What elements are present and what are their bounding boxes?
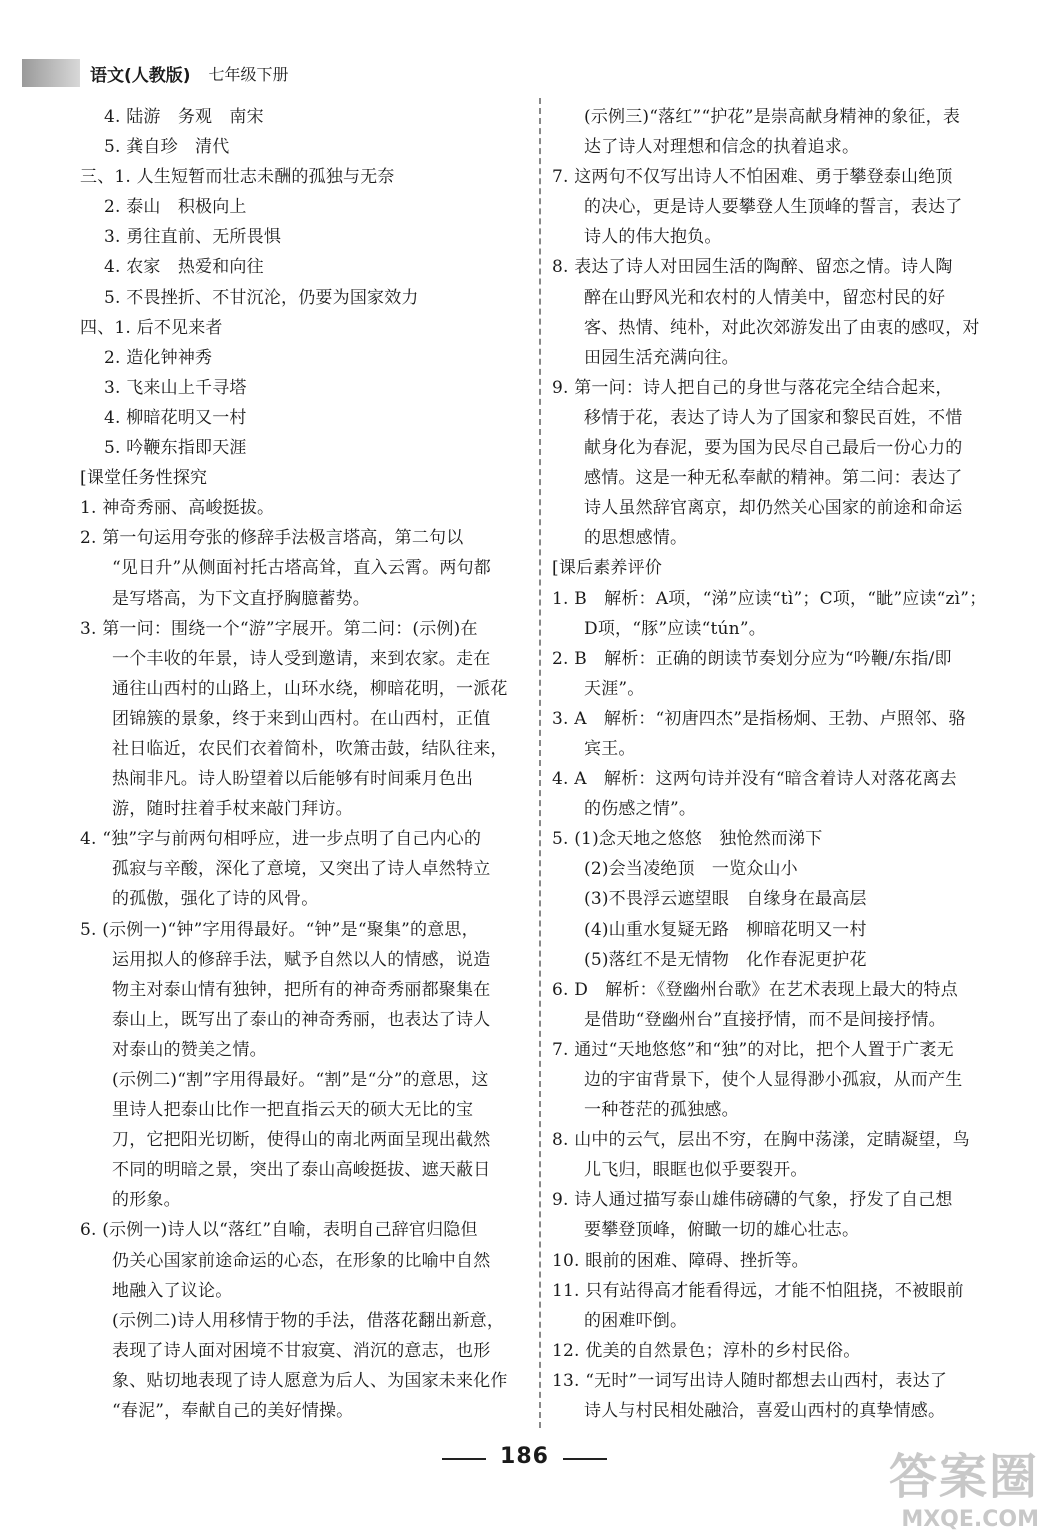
- answer-line: 5. 不畏挫折、不甘沉沦，仍要为国家效力: [104, 287, 419, 308]
- answer-line: 表现了诗人面对困境不甘寂寞、消沉的意志，也形: [112, 1340, 491, 1361]
- answer-line: 三、1. 人生短暂而壮志未酬的孤独与无奈: [80, 167, 395, 188]
- answer-line: 儿飞归，眼眶也似乎要裂开。: [584, 1160, 808, 1181]
- answer-line: 象、贴切地表现了诗人愿意为后人、为国家未来化作: [112, 1370, 508, 1391]
- answer-line: 6. D 解析：《登幽州台歌》在艺术表现上最大的特点: [552, 979, 958, 1000]
- answer-line: 地融入了议论。: [112, 1280, 233, 1301]
- book-title: 语文(人教版): [90, 65, 191, 86]
- answer-line: 四、1. 后不见来者: [80, 317, 223, 338]
- answer-line: 4. 柳暗花明又一村: [104, 407, 247, 428]
- answer-line: 诗人虽然辞官离京，却仍然关心国家的前途和命运: [584, 498, 963, 519]
- answer-line: 1. 神奇秀丽、高峻挺拔。: [80, 498, 275, 519]
- answer-line: 2. 造化钟神秀: [104, 347, 213, 368]
- answer-line: 13. “无时”一词写出诗人随时都想去山西村，表达了: [552, 1370, 948, 1391]
- answer-line: 醉在山野风光和农村的人情美中，留恋村民的好: [584, 287, 946, 308]
- answer-line: [课后素养评价: [552, 558, 663, 579]
- answer-line: 游，随时拄着手杖来敲门拜访。: [112, 799, 353, 820]
- answer-line: 5. (示例一)“钟”字用得最好。“钟”是“聚集”的意思，: [80, 919, 479, 940]
- page-header: [22, 58, 289, 88]
- answer-line: 对泰山的赞美之情。: [112, 1039, 267, 1060]
- answer-line: 的孤傲，强化了诗的风骨。: [112, 889, 319, 910]
- answer-line: 12. 优美的自然景色；淳朴的乡村民俗。: [552, 1340, 861, 1361]
- answer-line: 2. 泰山 积极向上: [104, 197, 247, 218]
- page-number: 186: [500, 1444, 549, 1469]
- answer-line: 不同的明暗之景，突出了泰山高峻挺拔、遮天蔽日: [112, 1160, 491, 1181]
- footer-dash-right: [563, 1458, 607, 1460]
- answer-line: 诗人与村民相处融洽，喜爱山西村的真挚情感。: [584, 1401, 946, 1422]
- answer-line: 4. “独”字与前两句相呼应，进一步点明了自己内心的: [80, 829, 482, 850]
- column-divider: [539, 98, 541, 1428]
- watermark-text-en: MXQE.COM: [901, 1507, 1039, 1532]
- answer-line: 里诗人把泰山比作一把直指云天的硕大无比的宝: [112, 1100, 474, 1121]
- answer-line: 社日临近，农民们衣着简朴，吹箫击鼓，结队往来，: [112, 738, 508, 759]
- answer-line: 3. 第一问：围绕一个“游”字展开。第二问：(示例)在: [80, 618, 478, 639]
- answer-line: 宾王。: [584, 738, 636, 759]
- answer-line: (3)不畏浮云遮望眼 自缘身在最高层: [584, 889, 867, 910]
- answer-line: “见日升”从侧面衬托古塔高耸，直入云霄。两句都: [112, 558, 491, 579]
- answer-line: (4)山重水复疑无路 柳暗花明又一村: [584, 919, 867, 940]
- left-column: [80, 102, 528, 1426]
- answer-line: 是写塔高，为下文直抒胸臆蓄势。: [112, 588, 370, 609]
- answer-line: 2. B 解析：正确的朗读节奏划分应为“吟鞭/东指/即: [552, 648, 952, 669]
- answer-line: 孤寂与辛酸，深化了意境，又突出了诗人卓然特立: [112, 859, 491, 880]
- header-gray-tab: [22, 59, 80, 87]
- answer-line: 运用拟人的修辞手法，赋予自然以人的情感，说造: [112, 949, 491, 970]
- answer-line: 5. 吟鞭东指即天涯: [104, 438, 247, 459]
- answer-line: 的决心，更是诗人要攀登人生顶峰的誓言，表达了: [584, 197, 963, 218]
- answer-line: D项，“豚”应读“tún”。: [584, 618, 766, 639]
- answer-line: 5. (1)念天地之悠悠 独怆然而涕下: [552, 829, 823, 850]
- answer-line: 的思想感情。: [584, 528, 688, 549]
- answer-line: 感情。这是一种无私奉献的精神。第二问：表达了: [584, 468, 963, 489]
- answer-line: 3. 勇往直前、无所畏惧: [104, 227, 282, 248]
- answer-line: (2)会当凌绝顶 一览众山小: [584, 859, 798, 880]
- answer-line: 6. (示例一)诗人以“落红”自喻，表明自己辞官归隐但: [80, 1220, 478, 1241]
- answer-line: 9. 诗人通过描写泰山雄伟磅礴的气象，抒发了自己想: [552, 1190, 953, 1211]
- answer-line: (5)落红不是无情物 化作春泥更护花: [584, 949, 867, 970]
- answer-line: 8. 表达了诗人对田园生活的陶醉、留恋之情。诗人陶: [552, 257, 953, 278]
- answer-line: 的伤感之情”。: [584, 799, 697, 820]
- answer-line: 3. A 解析：“初唐四杰”是指杨炯、王勃、卢照邻、骆: [552, 708, 966, 729]
- answer-line: [课堂任务性探究: [80, 468, 208, 489]
- watermark: [889, 1438, 1039, 1532]
- right-column: [552, 102, 998, 1426]
- answer-line: 4. 农家 热爱和向往: [104, 257, 264, 278]
- answer-line: 通往山西村的山路上，山环水绕，柳暗花明，一派花: [112, 678, 508, 699]
- answer-line: 11. 只有站得高才能看得远，才能不怕阻挠，不被眼前: [552, 1280, 964, 1301]
- watermark-text-cn: 答案圈: [888, 1449, 1039, 1505]
- answer-line: 刀，它把阳光切断，使得山的南北两面呈现出截然: [112, 1130, 491, 1151]
- answer-line: 9. 第一问：诗人把自己的身世与落花完全结合起来，: [552, 377, 953, 398]
- answer-line: 10. 眼前的困难、障碍、挫折等。: [552, 1250, 809, 1271]
- answer-line: 8. 山中的云气，层出不穷，在胸中荡漾，定睛凝望，鸟: [552, 1130, 970, 1151]
- answer-line: 5. 龚自珍 清代: [104, 137, 230, 158]
- answer-line: 1. B 解析：A项，“涕”应读“tì”；C项，“眦”应读“zì”；: [552, 588, 987, 609]
- answer-line: 要攀登顶峰，俯瞰一切的雄心壮志。: [584, 1220, 860, 1241]
- answer-line: 2. 第一句运用夸张的修辞手法极言塔高，第二句以: [80, 528, 464, 549]
- answer-line: 诗人的伟大抱负。: [584, 227, 722, 248]
- answer-line: (示例三)“落红”“护花”是崇高献身精神的象征，表: [584, 107, 961, 127]
- answer-line: 7. 通过“天地悠悠”和“独”的对比，把个人置于广袤无: [552, 1039, 954, 1060]
- answer-line: 4. 陆游 务观 南宋: [104, 107, 264, 127]
- answer-line: 达了诗人对理想和信念的执着追求。: [584, 137, 860, 158]
- answer-line: 一种苍茫的孤独感。: [584, 1100, 739, 1121]
- answer-line: 移情于花，表达了诗人为了国家和黎民百姓，不惜: [584, 407, 963, 428]
- book-grade: 七年级下册: [208, 64, 289, 84]
- answer-line: 一个丰收的年景，诗人受到邀请，来到农家。走在: [112, 648, 491, 669]
- answer-line: 4. A 解析：这两句诗并没有“暗含着诗人对落花离去: [552, 769, 957, 790]
- answer-line: 边的宇宙背景下，使个人显得渺小孤寂，从而产生: [584, 1070, 963, 1090]
- answer-line: 3. 飞来山上千寻塔: [104, 377, 247, 398]
- answer-line: 仍关心国家前途命运的心态，在形象的比喻中自然: [112, 1250, 491, 1271]
- answer-line: 热闹非凡。诗人盼望着以后能够有时间乘月色出: [112, 769, 474, 790]
- footer-dash-left: [442, 1458, 486, 1460]
- answer-line: 献身化为春泥，要为国为民尽自己最后一份心力的: [584, 438, 963, 459]
- answer-line: 是借助“登幽州台”直接抒情，而不是间接抒情。: [584, 1009, 946, 1030]
- answer-line: 7. 这两句不仅写出诗人不怕困难、勇于攀登泰山绝顶: [552, 167, 953, 188]
- answer-line: 物主对泰山情有独钟，把所有的神奇秀丽都聚集在: [112, 979, 491, 1000]
- answer-line: 团锦簇的景象，终于来到山西村。在山西村，正值: [112, 708, 491, 729]
- answer-line: 的困难吓倒。: [584, 1310, 688, 1331]
- answer-line: 泰山上，既写出了泰山的神奇秀丽，也表达了诗人: [112, 1009, 491, 1030]
- answer-line: “春泥”，奉献自己的美好情操。: [112, 1401, 354, 1422]
- answer-line: 田园生活充满向往。: [584, 347, 739, 368]
- answer-line: (示例二)“割”字用得最好。“割”是“分”的意思，这: [112, 1070, 489, 1090]
- answer-line: (示例二)诗人用移情于物的手法，借落花翻出新意，: [112, 1310, 505, 1331]
- answer-line: 客、热情、纯朴，对此次郊游发出了由衷的感叹，对: [584, 317, 980, 338]
- answer-line: 的形象。: [112, 1190, 181, 1211]
- answer-line: 天涯”。: [584, 678, 645, 699]
